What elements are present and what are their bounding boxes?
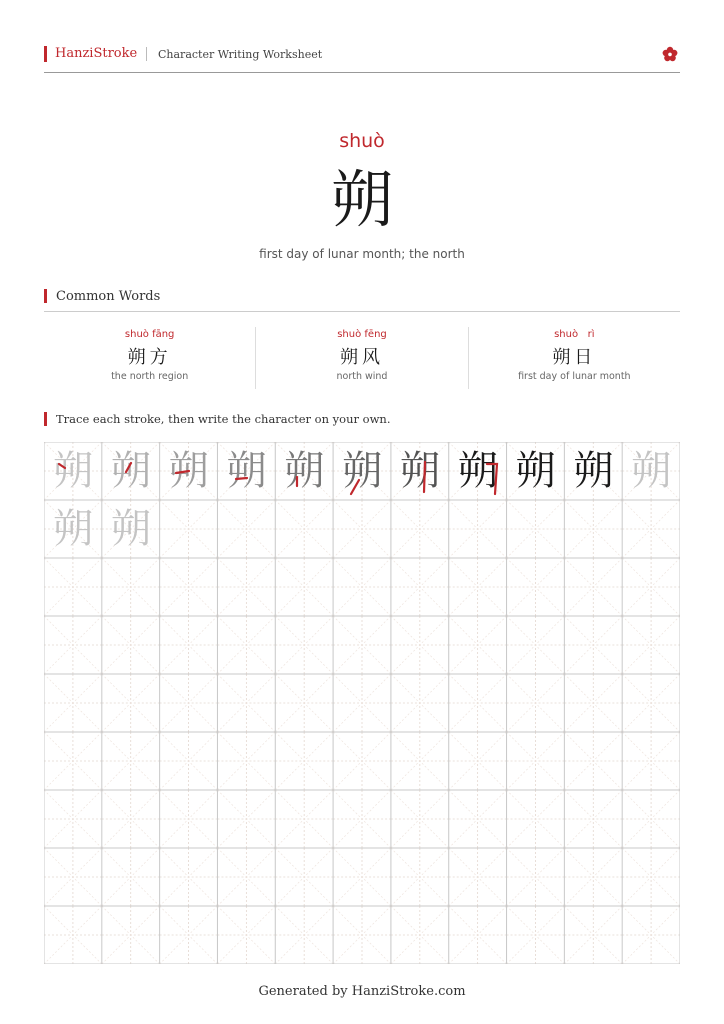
footer-credit: Generated by HanziStroke.com bbox=[258, 984, 466, 999]
word-item bbox=[255, 327, 467, 389]
character-meaning: first day of lunar month; the north bbox=[259, 247, 465, 261]
brand-name[interactable]: HanziStroke bbox=[55, 46, 138, 61]
stroke-order-character: 朔 bbox=[275, 442, 333, 500]
worksheet-header bbox=[44, 44, 680, 73]
trace-character: 朔 bbox=[110, 506, 151, 552]
word-english: first day of lunar month bbox=[518, 371, 631, 382]
word-english: north wind bbox=[336, 371, 388, 382]
header-divider bbox=[146, 47, 147, 61]
word-hanzi: 朔日 bbox=[552, 347, 597, 368]
word-english: the north region bbox=[111, 371, 189, 382]
stroke-order-character: 朔 bbox=[449, 442, 507, 500]
word-pinyin: shuò fāng bbox=[124, 329, 175, 340]
word-hanzi: 朔风 bbox=[339, 347, 384, 368]
section-divider bbox=[44, 311, 680, 312]
current-stroke-mark bbox=[275, 442, 333, 500]
word-pinyin: shuò fēng bbox=[337, 329, 387, 340]
section-accent-bar bbox=[44, 289, 47, 303]
stroke-order-character: 朔 bbox=[515, 448, 556, 494]
common-words-title: Common Words bbox=[56, 289, 161, 304]
stroke-order-character: 朔 bbox=[391, 442, 449, 500]
stroke-order-character: 朔 bbox=[217, 442, 275, 500]
current-stroke-mark bbox=[44, 442, 102, 500]
trace-character: 朔 bbox=[53, 506, 93, 552]
current-stroke-mark bbox=[102, 442, 160, 500]
current-stroke-mark bbox=[160, 442, 218, 500]
word-item bbox=[44, 327, 255, 389]
common-words-list bbox=[44, 327, 680, 389]
worksheet-subtitle: Character Writing Worksheet bbox=[158, 48, 323, 61]
trace-character: 朔 bbox=[631, 448, 672, 494]
current-stroke-mark bbox=[217, 442, 275, 500]
plum-blossom-icon bbox=[662, 46, 678, 62]
character-pinyin: shuò bbox=[339, 130, 385, 152]
character-hanzi: 朔 bbox=[330, 163, 393, 236]
stroke-order-character: 朔 bbox=[44, 442, 102, 500]
word-hanzi: 朔方 bbox=[127, 347, 172, 368]
practice-grid[interactable] bbox=[44, 442, 680, 964]
stroke-order-character: 朔 bbox=[102, 442, 160, 500]
stroke-order-character: 朔 bbox=[333, 442, 391, 500]
stroke-order-character: 朔 bbox=[573, 448, 614, 494]
word-item bbox=[468, 327, 680, 389]
stroke-order-character: 朔 bbox=[160, 442, 218, 500]
section-accent-bar bbox=[44, 412, 47, 426]
current-stroke-mark bbox=[391, 442, 449, 500]
current-stroke-mark bbox=[333, 442, 391, 500]
brand-accent-bar bbox=[44, 46, 47, 62]
practice-instructions: Trace each stroke, then write the character on your own. bbox=[56, 412, 391, 426]
current-stroke-mark bbox=[449, 442, 507, 500]
word-pinyin: shuò rì bbox=[554, 329, 595, 340]
